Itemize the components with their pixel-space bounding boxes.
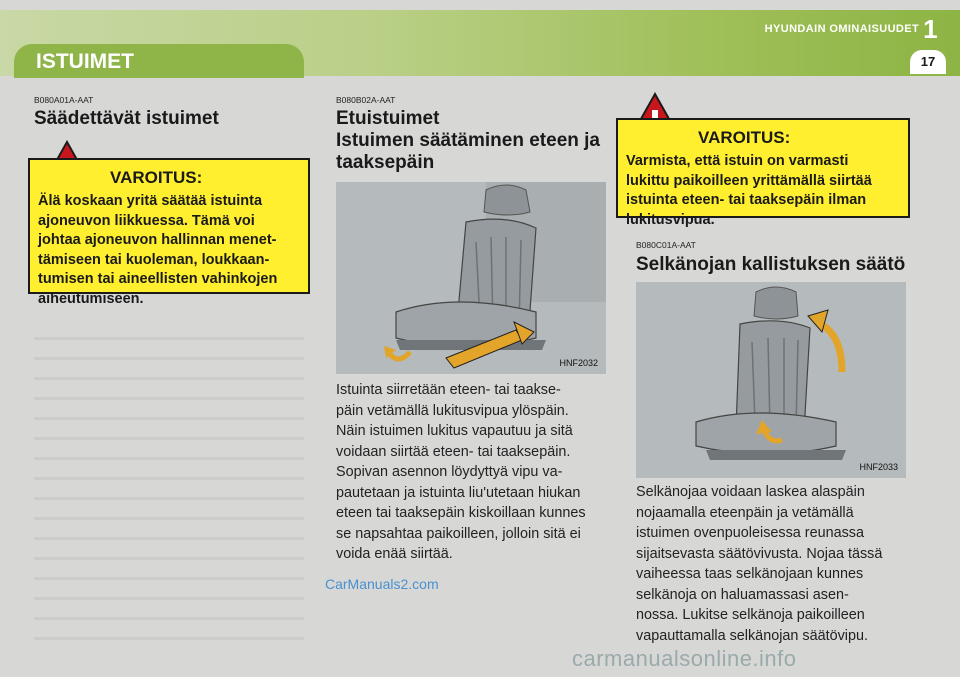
body-text [336, 380, 586, 565]
seat-recline-illustration-icon [636, 282, 906, 478]
text-line: pautetaan ja istuinta liu'utetaan hiukan [336, 484, 581, 501]
show-through-text [34, 320, 304, 640]
text-line: Istuinta siirretään eteen- tai taakse- [336, 382, 561, 398]
text-line: voida enää siirtää. [336, 546, 453, 562]
text-line: vapauttamalla selkänojan säätövipu. [636, 627, 868, 644]
warning-title: VAROITUS: [110, 168, 203, 187]
warning-line: Älä koskaan yritä säätää istuinta [38, 193, 263, 209]
backrest-figure [636, 282, 906, 478]
text-line: Sopivan asennon löydyttyä vipu va- [336, 464, 563, 480]
figure-label: HNF2032 [559, 358, 598, 368]
section-code: B080A01A-AAT [34, 95, 94, 105]
warning-line: istuinta eteen- tai taaksepäin ilman [626, 192, 867, 208]
section-code: B080B02A-AAT [336, 95, 396, 105]
chapter-number: 1 [923, 14, 938, 44]
warning-line: tumisen tai aineellisten vahinkojen [38, 271, 278, 287]
warning-line: tämiseen tai kuoleman, loukkaan- [38, 251, 270, 268]
text-line: Näin istuimen lukitus vapautuu ja sitä [336, 423, 573, 439]
warning-line: aiheutumiseen. [38, 290, 144, 307]
section-tab [14, 44, 304, 78]
text-line: Selkänojaa voidaan laskea alaspäin [636, 484, 865, 500]
chapter-header [765, 16, 938, 42]
section-title: ISTUIMET [36, 50, 134, 73]
text-line: sijaitsevasta säätövivusta. Nojaa tässä [636, 545, 883, 562]
watermark-link[interactable]: CarManuals2.com [325, 576, 439, 592]
warning-text [626, 152, 900, 230]
text-line: istuimen ovenpuoleisessa reunassa [636, 525, 864, 541]
warning-box [616, 118, 910, 228]
text-line: selkänoja on haluamassasi asen- [636, 586, 849, 603]
section-heading: Säädettävät istuimet [34, 108, 219, 129]
warning-text [38, 192, 300, 309]
heading-line: Etuistuimet [336, 108, 440, 129]
text-line: vaiheessa taas selkänojaan kunnes [636, 566, 864, 582]
warning-box [28, 158, 310, 307]
text-line: voidaan siirtää eteen- tai taaksepäin. [336, 443, 571, 460]
body-text [636, 482, 882, 646]
heading-line: Istuimen säätäminen eteen ja [336, 130, 600, 151]
warning-title: VAROITUS: [698, 128, 791, 147]
seat-slide-figure [336, 182, 606, 374]
text-line: eteen tai taaksepäin kiskoillaan kunnes [336, 505, 586, 521]
figure-label: HNF2033 [859, 462, 898, 472]
warning-line: lukitusvipua. [626, 211, 715, 228]
warning-line: Varmista, että istuin on varmasti [626, 153, 849, 169]
footer-watermark: carmanualsonline.info [572, 646, 797, 671]
warning-line: lukittu paikoilleen yrittämällä siirtää [626, 172, 872, 189]
warning-line: johtaa ajoneuvon hallinnan menet- [38, 232, 277, 248]
section-code: B080C01A-AAT [636, 240, 696, 250]
chapter-title: HYUNDAIN OMINAISUUDET [764, 23, 920, 35]
heading-line: taaksepäin [336, 152, 435, 173]
page-number: 17 [910, 50, 946, 74]
section-heading [336, 108, 600, 174]
seat-illustration-icon [336, 182, 606, 374]
section-heading: Selkänojan kallistuksen säätö [636, 254, 906, 275]
text-line: päin vetämällä lukitusvipua ylöspäin. [336, 402, 569, 419]
text-line: nossa. Lukitse selkänoja paikoilleen [636, 607, 865, 623]
warning-line: ajoneuvon liikkuessa. Tämä voi [38, 212, 255, 229]
text-line: nojaamalla eteenpäin ja vetämällä [636, 504, 854, 521]
text-line: se napsahtaa paikoilleen, jolloin sitä ei [336, 525, 581, 542]
